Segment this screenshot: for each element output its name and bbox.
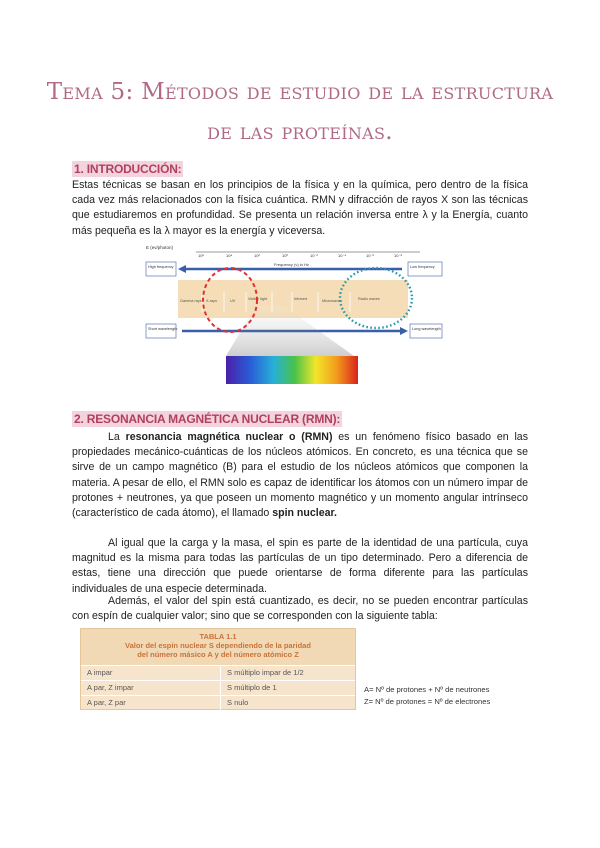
band-infrared: Infrared xyxy=(294,297,308,301)
long-wavelength-label: Long wavelength xyxy=(412,327,441,331)
rmn-paragraph-3: Además, el valor del spin está cuantizado, es decir, no se pueden encontrar partículas con espín de cualquier valor; sino que se corresponden con la siguiente tabla: xyxy=(72,595,528,623)
energy-tick: 10⁻² xyxy=(310,253,318,258)
short-wavelength-label: Short wavelength xyxy=(148,327,178,331)
spin-table xyxy=(80,628,356,710)
band-xrays: X-rays xyxy=(206,299,217,303)
intro-paragraph: Estas técnicas se basan en los principios de la física y en la química, pero dentro de la física cada vez más relacionados con la física cuántica. RMN y difracción de rayos X son las técnicas que estudiaremos en profundidad. Se presenta un relación inversa entre λ y la Energía, cuanto más pequeña es la λ mayor es la energía y viceversa. xyxy=(72,179,528,237)
energy-tick: 10⁶ xyxy=(198,253,205,258)
band-radio: Radio waves xyxy=(358,297,380,301)
energy-tick: 10⁴ xyxy=(226,253,233,258)
rmn-paragraph-2: Al igual que la carga y la masa, el spin es parte de la identidad de una partícula, cuya magnitud es la misma para todas las partículas de un tipo determinado. Pero a diferencia de estas, tiene una dirección que puede orientarse de forma diferente para las partículas individuales de una especie determinada. xyxy=(72,537,528,595)
energy-tick: 10⁻⁸ xyxy=(394,253,403,258)
spin-table-caption: TABLA 1.1 Valor del espín nuclear S dependiendo de la paridad del número másico A y del número atómico Z xyxy=(81,629,355,665)
table-row: A par, Z impar S múltiplo de 1 xyxy=(81,680,355,695)
section-heading-rmn: 2. RESONANCIA MAGNÉTICA NUCLEAR (RMN): xyxy=(74,412,341,426)
electromagnetic-spectrum-figure xyxy=(144,242,444,384)
energy-axis-label: E (ev/photon) xyxy=(146,245,174,250)
band-visible: Visible light xyxy=(248,297,268,301)
band-gamma: Gamma rays xyxy=(180,299,202,303)
frequency-label: Frequency (v) in Hz xyxy=(274,262,309,267)
high-frequency-label: High frequency xyxy=(148,265,174,269)
energy-tick: 10⁻⁶ xyxy=(366,253,375,258)
energy-tick: 10⁻⁴ xyxy=(338,253,347,258)
band-microwaves: Microwaves xyxy=(322,299,343,303)
rmn-paragraph-1: La resonancia magnética nuclear o (RMN) es un fenómeno físico basado en las propiedades mecánico-cuánticas de los núcleos atómicos. En concreto, es una técnica que se sirve de un campo magnético (B) para el estudio de los núcleos atómicos que componen la materia. A pesar de ello, el RMN solo es capaz de identificar los átomos con un número impar de protones + neutrones, ya que poseen un momento magnético y un momento angular intrínseco (característico de cada átomo), el llamado spin nuclear. xyxy=(72,431,528,520)
table-row: A impar S múltiplo impar de 1/2 xyxy=(81,665,355,680)
energy-tick: 10² xyxy=(254,253,260,258)
legend-atomic-number: Z= Nº de protones = Nº de electrones xyxy=(364,697,491,706)
low-frequency-label: Low frequency xyxy=(410,265,435,269)
legend-mass-number: A= Nº de protones + Nº de neutrones xyxy=(364,685,490,694)
table-row: A par, Z par S nulo xyxy=(81,695,355,710)
section-heading-introduccion: 1. INTRODUCCIÓN: xyxy=(74,162,182,176)
page-title: Tema 5: Métodos de estudio de la estructura de las proteínas. xyxy=(46,79,554,145)
energy-tick: 10⁰ xyxy=(282,253,289,258)
band-uv: UV xyxy=(230,299,236,303)
